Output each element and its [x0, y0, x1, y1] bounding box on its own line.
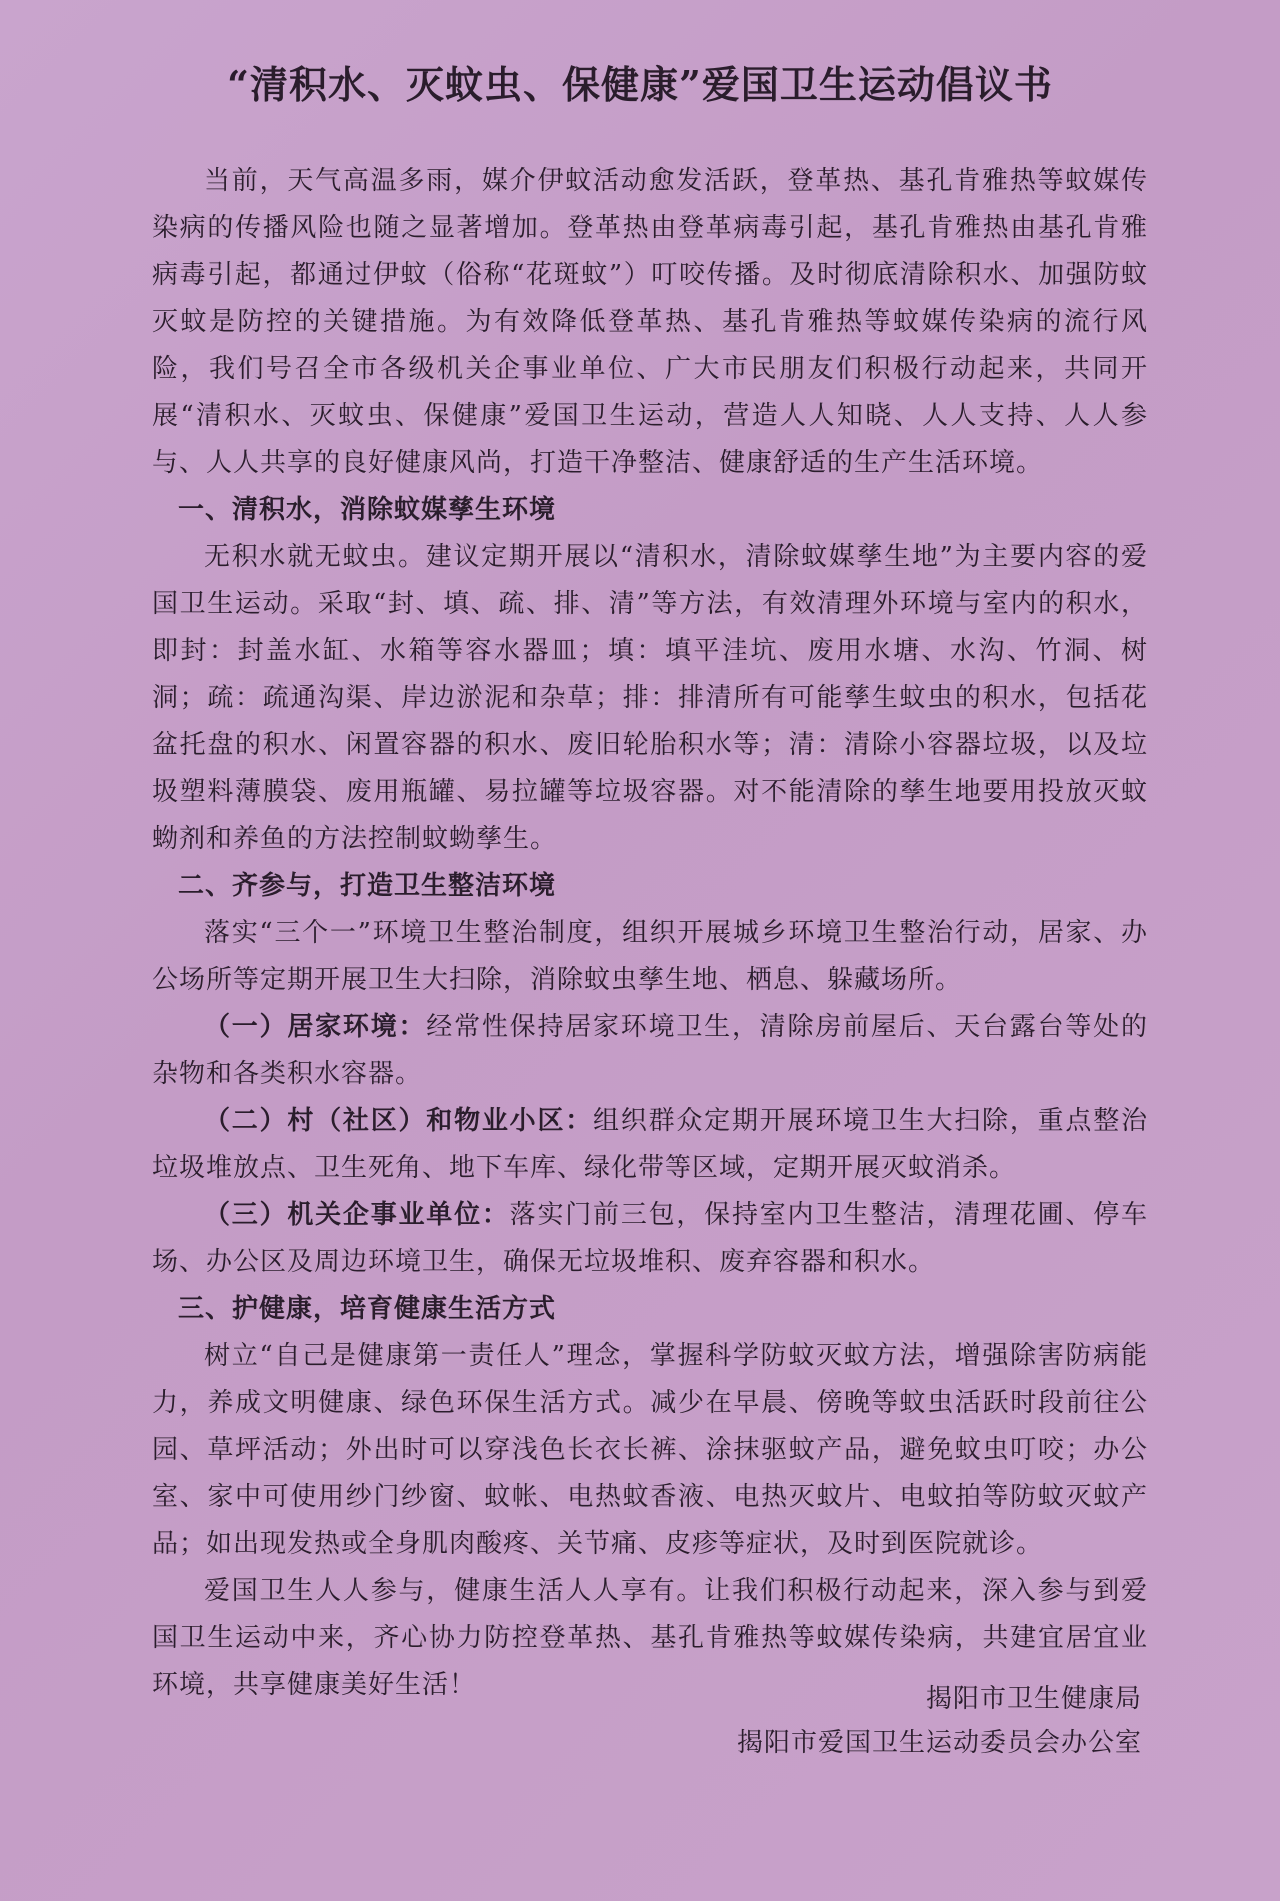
signature-block	[737, 1677, 1142, 1765]
section-1-text: 无积水就无蚊虫。建议定期开展以“清积水，清除蚊媒孳生地”为主要内容的爱国卫生运动。采取“封、填、疏、排、清”等方法，有效清理外环境与室内的积水，即封：封盖水缸、水箱等容水器皿；填：填平洼坑、废用水塘、水沟、竹洞、树洞；疏：疏通沟渠、岸边淤泥和杂草；排：排清所有可能孳生蚊虫的积水，包括花盆托盘的积水、闲置容器的积水、废旧轮胎积水等；清：清除小容器垃圾，以及垃圾塑料薄膜袋、废用瓶罐、易拉罐等垃圾容器。对不能清除的孳生地要用投放灭蚊蚴剂和养鱼的方法控制蚊蚴孳生。	[152, 542, 1148, 854]
section-2-item-2-text: 组织群众定期开展环境卫生大扫除，重点整治垃圾堆放点、卫生死角、地下车库、绿化带等区域，定期开展灭蚊消杀。	[152, 1106, 1148, 1183]
section-2-item-1-label: （一）居家环境：	[204, 1012, 427, 1042]
document-title: “清积水、灭蚊虫、保健康”爱国卫生运动倡议书	[227, 62, 1053, 107]
section-2-heading: 二、齐参与，打造卫生整洁环境	[178, 871, 557, 901]
intro-paragraph: 当前，天气高温多雨，媒介伊蚊活动愈发活跃，登革热、基孔肯雅热等蚊媒传染病的传播风险也随之显著增加。登革热由登革病毒引起，基孔肯雅热由基孔肯雅病毒引起，都通过伊蚊（俗称“花斑蚊”）叮咬传播。及时彻底清除积水、加强防蚊灭蚊是防控的关键措施。为有效降低登革热、基孔肯雅热等蚊媒传染病的流行风险，我们号召全市各级机关企事业单位、广大市民朋友们积极行动起来，共同开展“清积水、灭蚊虫、保健康”爱国卫生运动，营造人人知晓、人人支持、人人参与、人人共享的良好健康风尚，打造干净整洁、健康舒适的生产生活环境。	[152, 166, 1148, 478]
section-2-item-2	[152, 1098, 1148, 1192]
section-2-item-3	[152, 1192, 1148, 1286]
section-2-item-3-text: 落实门前三包，保持室内卫生整洁，清理花圃、停车场、办公区及周边环境卫生，确保无垃圾堆积、废弃容器和积水。	[152, 1200, 1148, 1277]
signature-line-1: 揭阳市卫生健康局	[925, 1684, 1142, 1714]
section-2-text: 落实“三个一”环境卫生整治制度，组织开展城乡环境卫生整治行动，居家、办公场所等定期开展卫生大扫除，消除蚊虫孳生地、栖息、躲藏场所。	[152, 918, 1148, 995]
section-1-heading: 一、清积水，消除蚊媒孳生环境	[178, 495, 557, 525]
section-2-item-1-text: 经常性保持居家环境卫生，清除房前屋后、天台露台等处的杂物和各类积水容器。	[152, 1012, 1148, 1089]
closing-paragraph: 爱国卫生人人参与，健康生活人人享有。让我们积极行动起来，深入参与到爱国卫生运动中来，齐心协力防控登革热、基孔肯雅热等蚊媒传染病，共建宜居宜业环境，共享健康美好生活！	[152, 1576, 1148, 1700]
section-3-heading: 三、护健康，培育健康生活方式	[178, 1294, 557, 1324]
section-2-item-2-label: （二）村（社区）和物业小区：	[204, 1106, 594, 1136]
document-body	[152, 158, 1148, 1709]
section-2-item-3-label: （三）机关企事业单位：	[204, 1200, 510, 1230]
signature-line-2: 揭阳市爱国卫生运动委员会办公室	[736, 1728, 1142, 1758]
section-2-item-1	[152, 1004, 1148, 1098]
section-3-text: 树立“自己是健康第一责任人”理念，掌握科学防蚊灭蚊方法，增强除害防病能力，养成文明健康、绿色环保生活方式。减少在早晨、傍晚等蚊虫活跃时段前往公园、草坪活动；外出时可以穿浅色长衣长裤、涂抹驱蚊产品，避免蚊虫叮咬；办公室、家中可使用纱门纱窗、蚊帐、电热蚊香液、电热灭蚊片、电蚊拍等防蚊灭蚊产品；如出现发热或全身肌肉酸疼、关节痛、皮疹等症状，及时到医院就诊。	[152, 1341, 1148, 1559]
